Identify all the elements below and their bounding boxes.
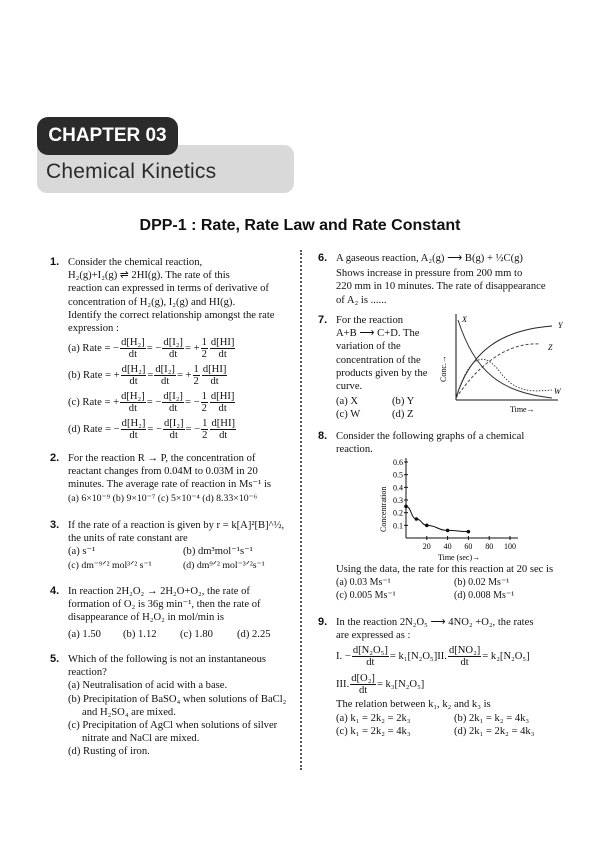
chapter-title: Chemical Kinetics: [46, 160, 217, 183]
expression-i-ii: I. − $\frac{\text{d[N₂O₅]}}{dt}$ = k₁[N₂O₅] II. $\frac{\text{d[NO₂]}}{dt}$ = k₂[N₂O₅]: [336, 644, 530, 668]
data-point: [404, 505, 408, 509]
option-d: (d) 2k₁ = 2k₂ = 4k₃: [454, 725, 535, 737]
data-point: [446, 529, 450, 533]
option-b: (b) 0.02 Ms⁻¹: [454, 577, 510, 589]
x-tick-label: 40: [443, 542, 452, 551]
question-text: concentration of the: [336, 354, 421, 366]
options: (a) 6×10⁻⁹ (b) 9×10⁻⁷ (c) 5×10⁻⁴ (d) 8.33×10⁻⁶: [68, 492, 258, 504]
option-b: (b) Rate = + $\frac{\text{d[H₂]}}{dt}$ = $\frac{\text{d[I₂]}}{dt}$ = + $\frac{1}{2}$ $\frac{d[HI]}{dt}$: [68, 364, 227, 388]
option-d: (d) 0.008 Ms⁻¹: [454, 590, 515, 602]
question-text: In reaction 2H₂O₂ → 2H₂O+O₂, the rate of: [68, 586, 250, 597]
question-text: disappearance of H₂O₂ in mol/min is: [68, 612, 224, 624]
concentration-time-graph: [440, 312, 570, 416]
question-8-options: [336, 563, 576, 603]
label-x: X: [462, 315, 467, 324]
question-number: 3.: [50, 519, 60, 531]
option-a: (a) s⁻¹: [68, 546, 96, 558]
option-d: (d) 2.25: [237, 628, 271, 640]
column-divider: [300, 250, 302, 770]
option-b-cont: and H₂SO₄ are mixed.: [82, 706, 176, 718]
option-a: (a) k₁ = 2k₂ = 2k₃: [336, 712, 411, 724]
question-4: [50, 585, 290, 641]
question-text: For the reaction: [336, 315, 404, 326]
y-tick-label: 0.4: [393, 483, 403, 493]
concentration-chart: [378, 456, 528, 564]
question-5: [50, 653, 290, 759]
option-d: (d) Rate = − $\frac{\text{d[H₂]}}{dt}$ = − $\frac{\text{d[I₂]}}{dt}$ = − $\frac{1}{2}$ $\frac{d[HI]}{dt}$: [68, 418, 235, 442]
question-text: the units of rate constant are: [68, 533, 188, 545]
option-c: (c) W: [336, 409, 361, 421]
y-tick-label: 0.3: [393, 496, 403, 505]
question-text: Identify the correct relationship amongst the rate: [68, 309, 275, 321]
data-point: [425, 524, 429, 528]
question-text: reaction.: [336, 444, 373, 456]
question-8: [318, 430, 568, 456]
question-3: [50, 519, 290, 572]
option-a: (a) X: [336, 396, 359, 408]
option-c: (c) k₁ = 2k₂ = 4k₃: [336, 725, 411, 737]
question-1: [50, 256, 290, 443]
question-text: of A₂ is ......: [336, 294, 387, 306]
data-point: [467, 530, 471, 534]
graph-xlabel: Time→: [510, 405, 535, 414]
option-a: (a) Neutralisation of acid with a base.: [68, 680, 228, 692]
option-b: (b) 1.12: [123, 628, 157, 640]
question-text: Shows increase in pressure from 200 mm to: [336, 268, 523, 280]
question-text: The relation between k₁, k₂ and k₃ is: [336, 699, 491, 711]
option-c-cont: nitrate and NaCl are mixed.: [82, 733, 200, 745]
question-text: reactant changes from 0.04M to 0.03M in 20: [68, 466, 258, 478]
question-text: minutes. The average rate of reaction in Ms⁻¹ is: [68, 479, 272, 491]
question-2: [50, 452, 290, 505]
question-number: 9.: [318, 616, 328, 628]
graph-ylabel: Conc.→: [439, 355, 448, 382]
expression-iii: III. $\frac{\text{d[O₂]}}{dt}$ = k₃[N₂O₅]: [336, 672, 425, 696]
option-d: (d) Rusting of iron.: [68, 746, 150, 758]
data-point: [415, 517, 419, 521]
y-tick-label: 0.6: [393, 458, 403, 467]
question-text: In the reaction 2N₂O₅ ⟶ 4NO₂ +O₂, the rates: [336, 617, 534, 628]
question-text: reaction?: [68, 667, 107, 679]
question-number: 6.: [318, 252, 328, 264]
option-d: (d) Z: [392, 409, 414, 421]
option-c: (c) Rate = + $\frac{\text{d[H₂]}}{dt}$ = − $\frac{\text{d[I₂]}}{dt}$ = − $\frac{1}{2}$ $\frac{d[HI]}{dt}$: [68, 391, 235, 415]
chart-ylabel: Concentration: [379, 486, 388, 532]
question-text: For the reaction R → P, the concentration of: [68, 453, 256, 464]
x-tick-label: 100: [504, 542, 516, 551]
question-number: 2.: [50, 452, 60, 464]
option-b: (b) Y: [392, 396, 415, 408]
question-number: 1.: [50, 256, 60, 268]
question-text: concentration of H₂(g), I₂(g) and HI(g).: [68, 296, 236, 308]
option-a: (a) 0.03 Ms⁻¹: [336, 577, 391, 589]
question-text: are expressed as :: [336, 630, 411, 642]
option-c: (c) 0.005 Ms⁻¹: [336, 590, 396, 602]
question-number: 8.: [318, 430, 328, 442]
question-text: Using the data, the rate for this reaction at 20 sec is: [336, 564, 554, 575]
option-b: (b) Precipitation of BaSO₄ when solutions of BaCl₂: [68, 693, 287, 705]
option-b: (b) dm³mol⁻¹s⁻¹: [183, 546, 253, 558]
option-c: (c) 1.80: [180, 628, 213, 640]
question-7: [318, 314, 448, 422]
chart-xlabel: Time (sec)→: [438, 553, 481, 562]
question-text: Consider the following graphs of a chemical: [336, 431, 525, 442]
question-text: If the rate of a reaction is given by r = k[A]²[B]^½,: [68, 520, 285, 531]
question-number: 5.: [50, 653, 60, 665]
option-b: (b) 2k₁ = k₂ = 4k₃: [454, 712, 530, 724]
question-text: variation of the: [336, 341, 401, 353]
question-text: expression :: [68, 323, 119, 335]
y-tick-label: 0.1: [393, 521, 403, 531]
question-text: A gaseous reaction, A₂(g) ⟶ B(g) + ½C(g): [336, 253, 523, 264]
question-text: Consider the chemical reaction,: [68, 257, 203, 268]
question-text: reaction can expressed in terms of derivative of: [68, 283, 269, 295]
label-w: W: [554, 387, 561, 396]
option-c: (c) Precipitation of AgCl when solutions of silver: [68, 720, 278, 732]
x-tick-label: 80: [485, 542, 494, 551]
curve-y: [456, 326, 552, 398]
dpp-title: DPP-1 : Rate, Rate Law and Rate Constant: [139, 217, 461, 234]
question-6: [318, 252, 568, 307]
option-a: (a) Rate = − $\frac{\text{d[H₂]}}{dt}$ = − $\frac{\text{d[I₂]}}{dt}$ = + $\frac{1}{2}$ $\frac{d[HI]}{dt}$: [68, 337, 235, 361]
question-text: A+B ⟶ C+D. The: [336, 328, 420, 340]
label-y: Y: [558, 321, 563, 330]
curve-x: [458, 320, 552, 398]
y-tick-label: 0.2: [393, 508, 403, 518]
option-c: (c) dm⁻⁹ᐟ² mol³ᐟ² s⁻¹: [68, 559, 152, 571]
curve-peak: [456, 359, 552, 398]
question-text: Which of the following is not an instantaneous: [68, 654, 267, 665]
question-text: formation of O₂ is 36g min⁻¹, then the rate of: [68, 599, 261, 611]
x-tick-label: 20: [422, 542, 431, 551]
question-text: products given by the: [336, 367, 428, 379]
question-text: curve.: [336, 381, 363, 393]
x-tick-label: 60: [464, 542, 473, 551]
question-9: [318, 616, 578, 738]
question-number: 4.: [50, 585, 60, 597]
chapter-label: CHAPTER 03: [37, 117, 178, 155]
option-a: (a) 1.50: [68, 628, 101, 640]
question-number: 7.: [318, 314, 328, 326]
label-z: Z: [548, 343, 553, 352]
question-text: H₂(g)+I₂(g) ⇌ 2HI(g). The rate of this: [68, 270, 230, 282]
question-text: 220 mm in 10 minutes. The rate of disappearance: [336, 281, 546, 293]
y-tick-label: 0.5: [393, 470, 403, 480]
option-d: (d) dm⁹ᐟ² mol⁻³ᐟ²s⁻¹: [183, 559, 265, 571]
